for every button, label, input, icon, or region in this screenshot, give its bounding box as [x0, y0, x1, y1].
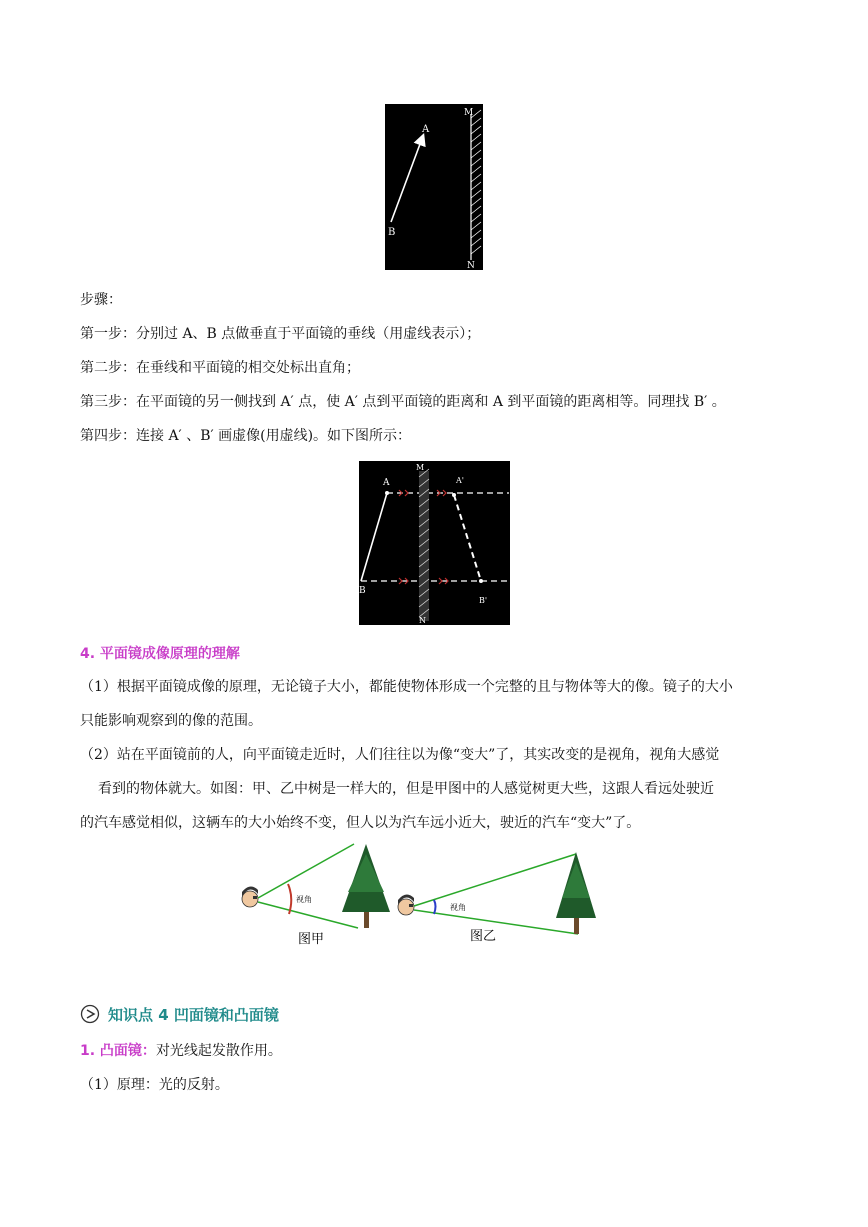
section-4-p2-line1: （2）站在平面镜前的人，向平面镜走近时，人们往往以为像“变大”了，其实改变的是视角，视角大感觉 — [80, 747, 720, 763]
fig1-label-a: A — [422, 124, 430, 135]
convex-mirror-label: 1. 凸面镜： — [80, 1043, 156, 1059]
fig1-label-b: B — [388, 227, 396, 238]
person-head-icon-2 — [398, 894, 414, 915]
section-4-p1-line2: 只能影响观察到的像的范围。 — [80, 713, 262, 729]
angle-label-2: 视角 — [450, 903, 466, 912]
steps-title: 步骤： — [80, 292, 122, 308]
convex-mirror-line — [80, 1041, 282, 1061]
mirror-figure-2 — [359, 461, 510, 625]
step-4: 第四步：连接 A′ 、B′ 画虚像(用虚线)。如下图所示： — [80, 428, 412, 444]
convex-mirror-principle: （1）原理：光的反射。 — [80, 1077, 229, 1093]
tree-icon-1 — [342, 844, 390, 928]
person-head-icon-1 — [242, 886, 258, 907]
caption-jia: 图甲 — [298, 931, 325, 946]
fig1-label-n: N — [467, 261, 475, 270]
section-4-p2-line3: 的汽车感觉相似，这辆车的大小始终不变，但人以为汽车远小近大，驶近的汽车“变大”了。 — [80, 815, 641, 831]
visual-angle-figure — [236, 840, 608, 950]
fig2-label-a-prime: A' — [456, 476, 464, 485]
fig1-label-m: M — [464, 108, 474, 118]
knowledge-point-title: 知识点 4 凹面镜和凸面镜 — [108, 1006, 279, 1024]
step-3: 第三步：在平面镜的另一侧找到 A′ 点，使 A′ 点到平面镜的距离和 A 到平面镜的距离相等。同理找 B′ 。 — [80, 394, 726, 410]
angle-label-1: 视角 — [296, 895, 312, 904]
fig2-label-n: N — [419, 616, 426, 625]
fig2-label-m: M — [416, 463, 425, 472]
convex-mirror-text: 对光线起发散作用。 — [155, 1043, 282, 1059]
mirror-figure-1 — [385, 104, 483, 270]
step-2: 第二步：在垂线和平面镜的相交处标出直角； — [80, 360, 360, 376]
section-4-p1-line1: （1）根据平面镜成像的原理，无论镜子大小，都能使物体形成一个完整的且与物体等大的像。镜子的大小 — [80, 679, 733, 695]
fig2-label-b: B — [359, 586, 366, 596]
section-4-p2-line2: 看到的物体就大。如图：甲、乙中树是一样大的，但是甲图中的人感觉树更大些，这跟人看远处驶近 — [98, 781, 714, 797]
caption-yi: 图乙 — [470, 928, 497, 943]
fig2-label-a: A — [383, 478, 390, 488]
play-circle-icon — [80, 1004, 100, 1024]
fig2-label-b-prime: B' — [479, 596, 488, 605]
section-4-title: 4. 平面镜成像原理的理解 — [80, 646, 240, 662]
tree-icon-2 — [556, 852, 596, 934]
step-1: 第一步：分别过 A、B 点做垂直于平面镜的垂线（用虚线表示）； — [80, 326, 481, 342]
